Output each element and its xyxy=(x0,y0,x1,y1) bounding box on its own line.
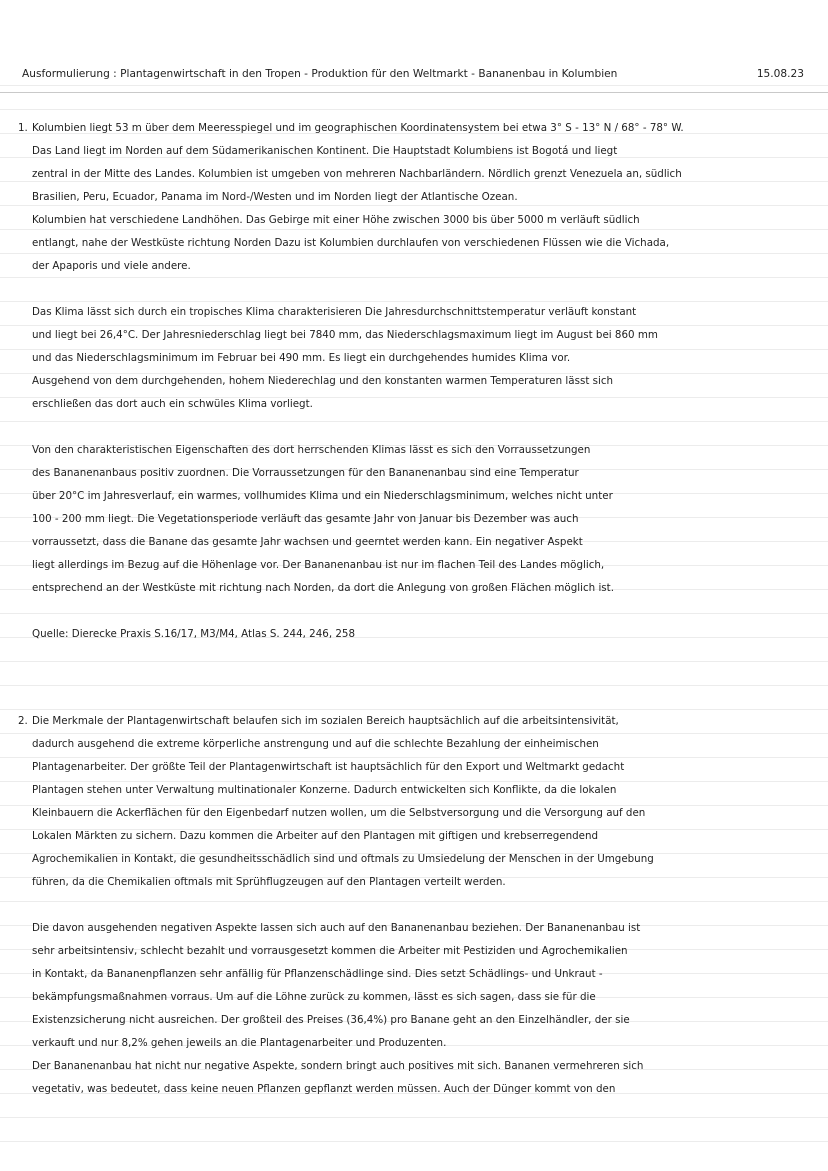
text-line: bekämpfungsmaßnahmen vorraus. Um auf die Löhne zurück zu kommen, lässt es sich sagen, dass sie für die xyxy=(32,991,596,1003)
text-line: Plantagenarbeiter. Der größte Teil der Plantagenwirtschaft ist hauptsächlich für den Export und Weltmarkt gedacht xyxy=(32,761,625,773)
text-line: 100 - 200 mm liegt. Die Vegetationsperiode verläuft das gesamte Jahr von Januar bis Dezember was auch xyxy=(32,513,579,525)
text-line: Von den charakteristischen Eigenschaften des dort herrschenden Klimas lässt es sich den Vorraussetzungen xyxy=(32,444,591,456)
text-line: Existenzsicherung nicht ausreichen. Der großteil des Preises (36,4%) pro Banane geht an den Einzelhändler, der sie xyxy=(32,1014,630,1026)
section-number: 2. xyxy=(18,715,28,727)
page-title: Ausformulierung : Plantagenwirtschaft in den Tropen - Produktion für den Weltmarkt - Bananenbau in Kolumbien xyxy=(22,68,618,80)
text-line: Kolumbien hat verschiedene Landhöhen. Das Gebirge mit einer Höhe zwischen 3000 bis über 5000 m verläuft südlich xyxy=(32,214,640,226)
text-line: 1. Kolumbien liegt 53 m über dem Meeresspiegel und im geographischen Koordinatensystem bei etwa 3° S - 13° N / 68° - 78° W. xyxy=(32,117,802,140)
text-line: Agrochemikalien in Kontakt, die gesundheitsschädlich sind und oftmals zu Umsiedelung der Menschen in der Umgebung xyxy=(32,853,654,865)
text-line: Kleinbauern die Ackerflächen für den Eigenbedarf nutzen wollen, um die Selbstversorgung und die Versorgung auf den xyxy=(32,807,646,819)
text-line: Die davon ausgehenden negativen Aspekte lassen sich auch auf den Bananenanbau beziehen. Der Bananenanbau ist xyxy=(32,922,641,934)
text-line: erschließen das dort auch ein schwüles Klima vorliegt. xyxy=(32,398,313,410)
text-line: entsprechend an der Westküste mit richtung nach Norden, da dort die Anlegung von großen Flächen möglich ist. xyxy=(32,582,614,594)
text-line: Das Klima lässt sich durch ein tropisches Klima charakterisieren Die Jahresdurchschnittstemperatur verläuft konstant xyxy=(32,306,637,318)
text-line: Plantagen stehen unter Verwaltung multinationaler Konzerne. Dadurch entwickelten sich Konflikte, da die lokalen xyxy=(32,784,617,796)
text-line: des Bananenanbaus positiv zuordnen. Die Vorraussetzungen für den Bananenanbau sind eine Temperatur xyxy=(32,467,579,479)
section-number: 1. xyxy=(18,122,28,134)
text-line: führen, da die Chemikalien oftmals mit Sprühflugzeugen auf den Plantagen verteilt werden. xyxy=(32,876,506,888)
text-line: vegetativ, was bedeutet, dass keine neuen Pflanzen gepflanzt werden müssen. Auch der Dünger kommt von den xyxy=(32,1083,616,1095)
text-line: liegt allerdings im Bezug auf die Höhenlage vor. Der Bananenanbau ist nur im flachen Teil des Landes möglich, xyxy=(32,559,605,571)
text-line: über 20°C im Jahresverlauf, ein warmes, vollhumides Klima und ein Niederschlagsminimum, welches nicht unter xyxy=(32,490,613,502)
page-date: 15.08.23 xyxy=(756,68,804,80)
page-header xyxy=(22,68,804,88)
text-line: dadurch ausgehend die extreme körperliche anstrengung und auf die schlechte Bezahlung der einheimischen xyxy=(32,738,599,750)
text-line: verkauft und nur 8,2% gehen jeweils an die Plantagenarbeiter und Produzenten. xyxy=(32,1037,447,1049)
text-line: vorraussetzt, dass die Banane das gesamte Jahr wachsen und geerntet werden kann. Ein negativer Aspekt xyxy=(32,536,583,548)
text-line: und das Niederschlagsminimum im Februar bei 490 mm. Es liegt ein durchgehendes humides Klima vor. xyxy=(32,352,571,364)
text-line: und liegt bei 26,4°C. Der Jahresniederschlag liegt bei 7840 mm, das Niederschlagsmaximum liegt im August bei 860 mm xyxy=(32,329,658,341)
header-divider xyxy=(0,92,828,93)
text-line: in Kontakt, da Bananenpflanzen sehr anfällig für Pflanzenschädlinge sind. Dies setzt Schädlings- und Unkraut - xyxy=(32,968,603,980)
text-line: Brasilien, Peru, Ecuador, Panama im Nord-/Westen und im Norden liegt der Atlantische Ozean. xyxy=(32,191,518,203)
section-1 xyxy=(18,117,802,646)
text-line: sehr arbeitsintensiv, schlecht bezahlt und vorrausgesetzt kommen die Arbeiter mit Pestiziden und Agrochemikalien xyxy=(32,945,628,957)
text-line: Ausgehend von dem durchgehenden, hohem Niederechlag und den konstanten warmen Temperaturen lässt sich xyxy=(32,375,614,387)
section-2 xyxy=(18,710,802,1101)
text-line: Lokalen Märkten zu sichern. Dazu kommen die Arbeiter auf den Plantagen mit giftigen und krebserregendend xyxy=(32,830,599,842)
text-line: zentral in der Mitte des Landes. Kolumbien ist umgeben von mehreren Nachbarländern. Nördlich grenzt Venezuela an, südlich xyxy=(32,168,682,180)
text-line: Der Bananenanbau hat nicht nur negative Aspekte, sondern bringt auch positives mit sich. Bananen vermehreren sich xyxy=(32,1060,644,1072)
text-line: Das Land liegt im Norden auf dem Südamerikanischen Kontinent. Die Hauptstadt Kolumbiens ist Bogotá und liegt xyxy=(32,145,618,157)
text-line: der Apaporis und viele andere. xyxy=(32,260,191,272)
source-citation: Quelle: Dierecke Praxis S.16/17, M3/M4, Atlas S. 244, 246, 258 xyxy=(32,628,356,640)
text-line: 2. Die Merkmale der Plantagenwirtschaft belaufen sich im sozialen Bereich hauptsächlich auf die arbeitsintensivität, xyxy=(32,710,802,733)
text-line: entlangt, nahe der Westküste richtung Norden Dazu ist Kolumbien durchlaufen von verschiedenen Flüssen wie die Vichada, xyxy=(32,237,670,249)
